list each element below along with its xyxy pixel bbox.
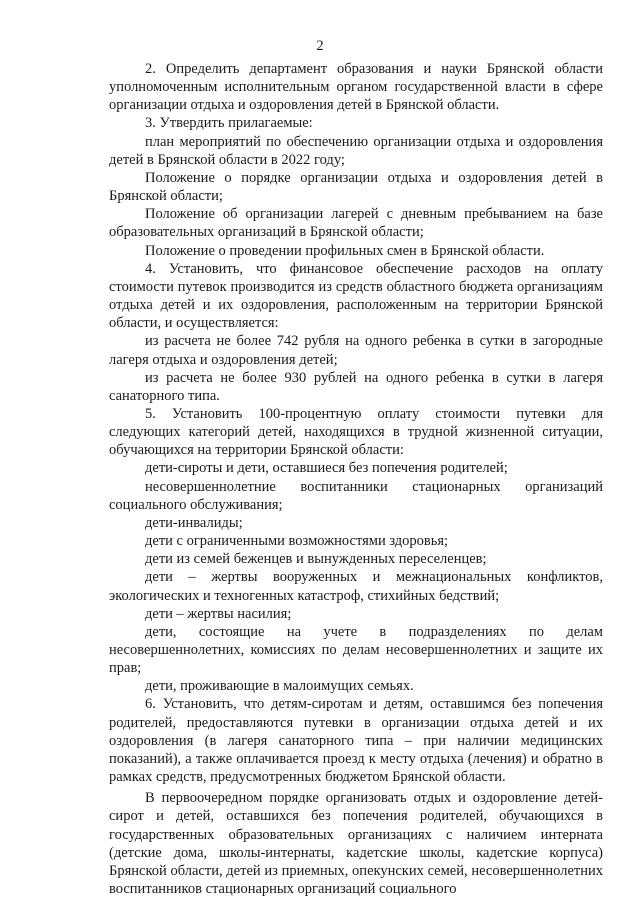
- paragraph-item-3: 3. Утвердить прилагаемые:: [145, 115, 313, 132]
- paragraph-regulation-order: Положение о порядке организации отдыха и оздоровления детей в Брянской области;: [109, 169, 603, 205]
- paragraph-regulation-shifts: Положение о проведении профильных смен в Брянской области.: [145, 242, 545, 259]
- list-item-disabled: дети-инвалиды;: [145, 514, 243, 531]
- paragraph-priority: В первоочередном порядке организовать отдых и оздоровление детей-сирот и детей, оставшихся без попечения родителей, обучающихся в государственных образовательных организациях с наличием интерната (детские дома, школы-интернаты, кадетские школы, кадетские корпуса) Брянской области, детей из приемных, опекунских семей, несовершеннолетних воспитанников стационарных организаций социального: [109, 790, 603, 898]
- paragraph-item-5: 5. Установить 100-процентную оплату стоимости путевки для следующих категорий детей, находящихся в трудной жизненной ситуации, обучающихся на территории Брянской области:: [109, 405, 603, 459]
- page-number: 2: [316, 38, 324, 54]
- list-item-limited-health: дети с ограниченными возможностями здоровья;: [145, 533, 449, 550]
- list-item-refugees: дети из семей беженцев и вынужденных переселенцев;: [145, 551, 487, 568]
- paragraph-item-2: 2. Определить департамент образования и науки Брянской области уполномоченным исполнительным органом государственной власти в сфере организации отдыха и оздоровления детей в Брянской области.: [109, 61, 603, 114]
- paragraph-item-4: 4. Установить, что финансовое обеспечение расходов на оплату стоимости путевок производится из средств областного бюджета организациям отдыха детей и их оздоровления, расположенным на территории Брянской области, и осуществляется:: [109, 260, 603, 332]
- list-item-violence-victims: дети – жертвы насилия;: [145, 605, 292, 622]
- paragraph-rate-742: из расчета не более 742 рубля на одного ребенка в сутки в загородные лагеря отдыха и оздоровления детей;: [109, 333, 603, 368]
- paragraph-item-6: 6. Установить, что детям-сиротам и детям, оставшимся без попечения родителей, предоставляются путевки в организации отдыха детей и их оздоровления (в лагеря санаторного типа – при наличии медицинских показаний), а также оплачивается проезд к месту отдыха (лечения) и обратно в рамках средств, предусмотренных бюджетом Брянской области.: [109, 696, 603, 786]
- list-item-low-income: дети, проживающие в малоимущих семьях.: [145, 678, 414, 695]
- list-item-conflict-victims: дети – жертвы вооруженных и межнациональных конфликтов, экологических и техногенных катастроф, стихийных бедствий;: [109, 569, 603, 604]
- paragraph-plan: план мероприятий по обеспечению организации отдыха и оздоровления детей в Брянской области в 2022 году;: [109, 133, 603, 168]
- list-item-registered: дети, состоящие на учете в подразделениях по делам несовершеннолетних, комиссиях по делам несовершеннолетних и защите их прав;: [109, 623, 603, 677]
- paragraph-rate-930: из расчета не более 930 рублей на одного ребенка в сутки в лагеря санаторного типа.: [109, 369, 603, 404]
- paragraph-regulation-camps: Положение об организации лагерей с дневным пребыванием на базе образовательных организаций в Брянской области;: [109, 206, 603, 241]
- list-item-orphans: дети-сироты и дети, оставшиеся без попечения родителей;: [145, 460, 508, 477]
- list-item-social-care: несовершеннолетние воспитанники стационарных организаций социального обслуживания;: [109, 478, 603, 513]
